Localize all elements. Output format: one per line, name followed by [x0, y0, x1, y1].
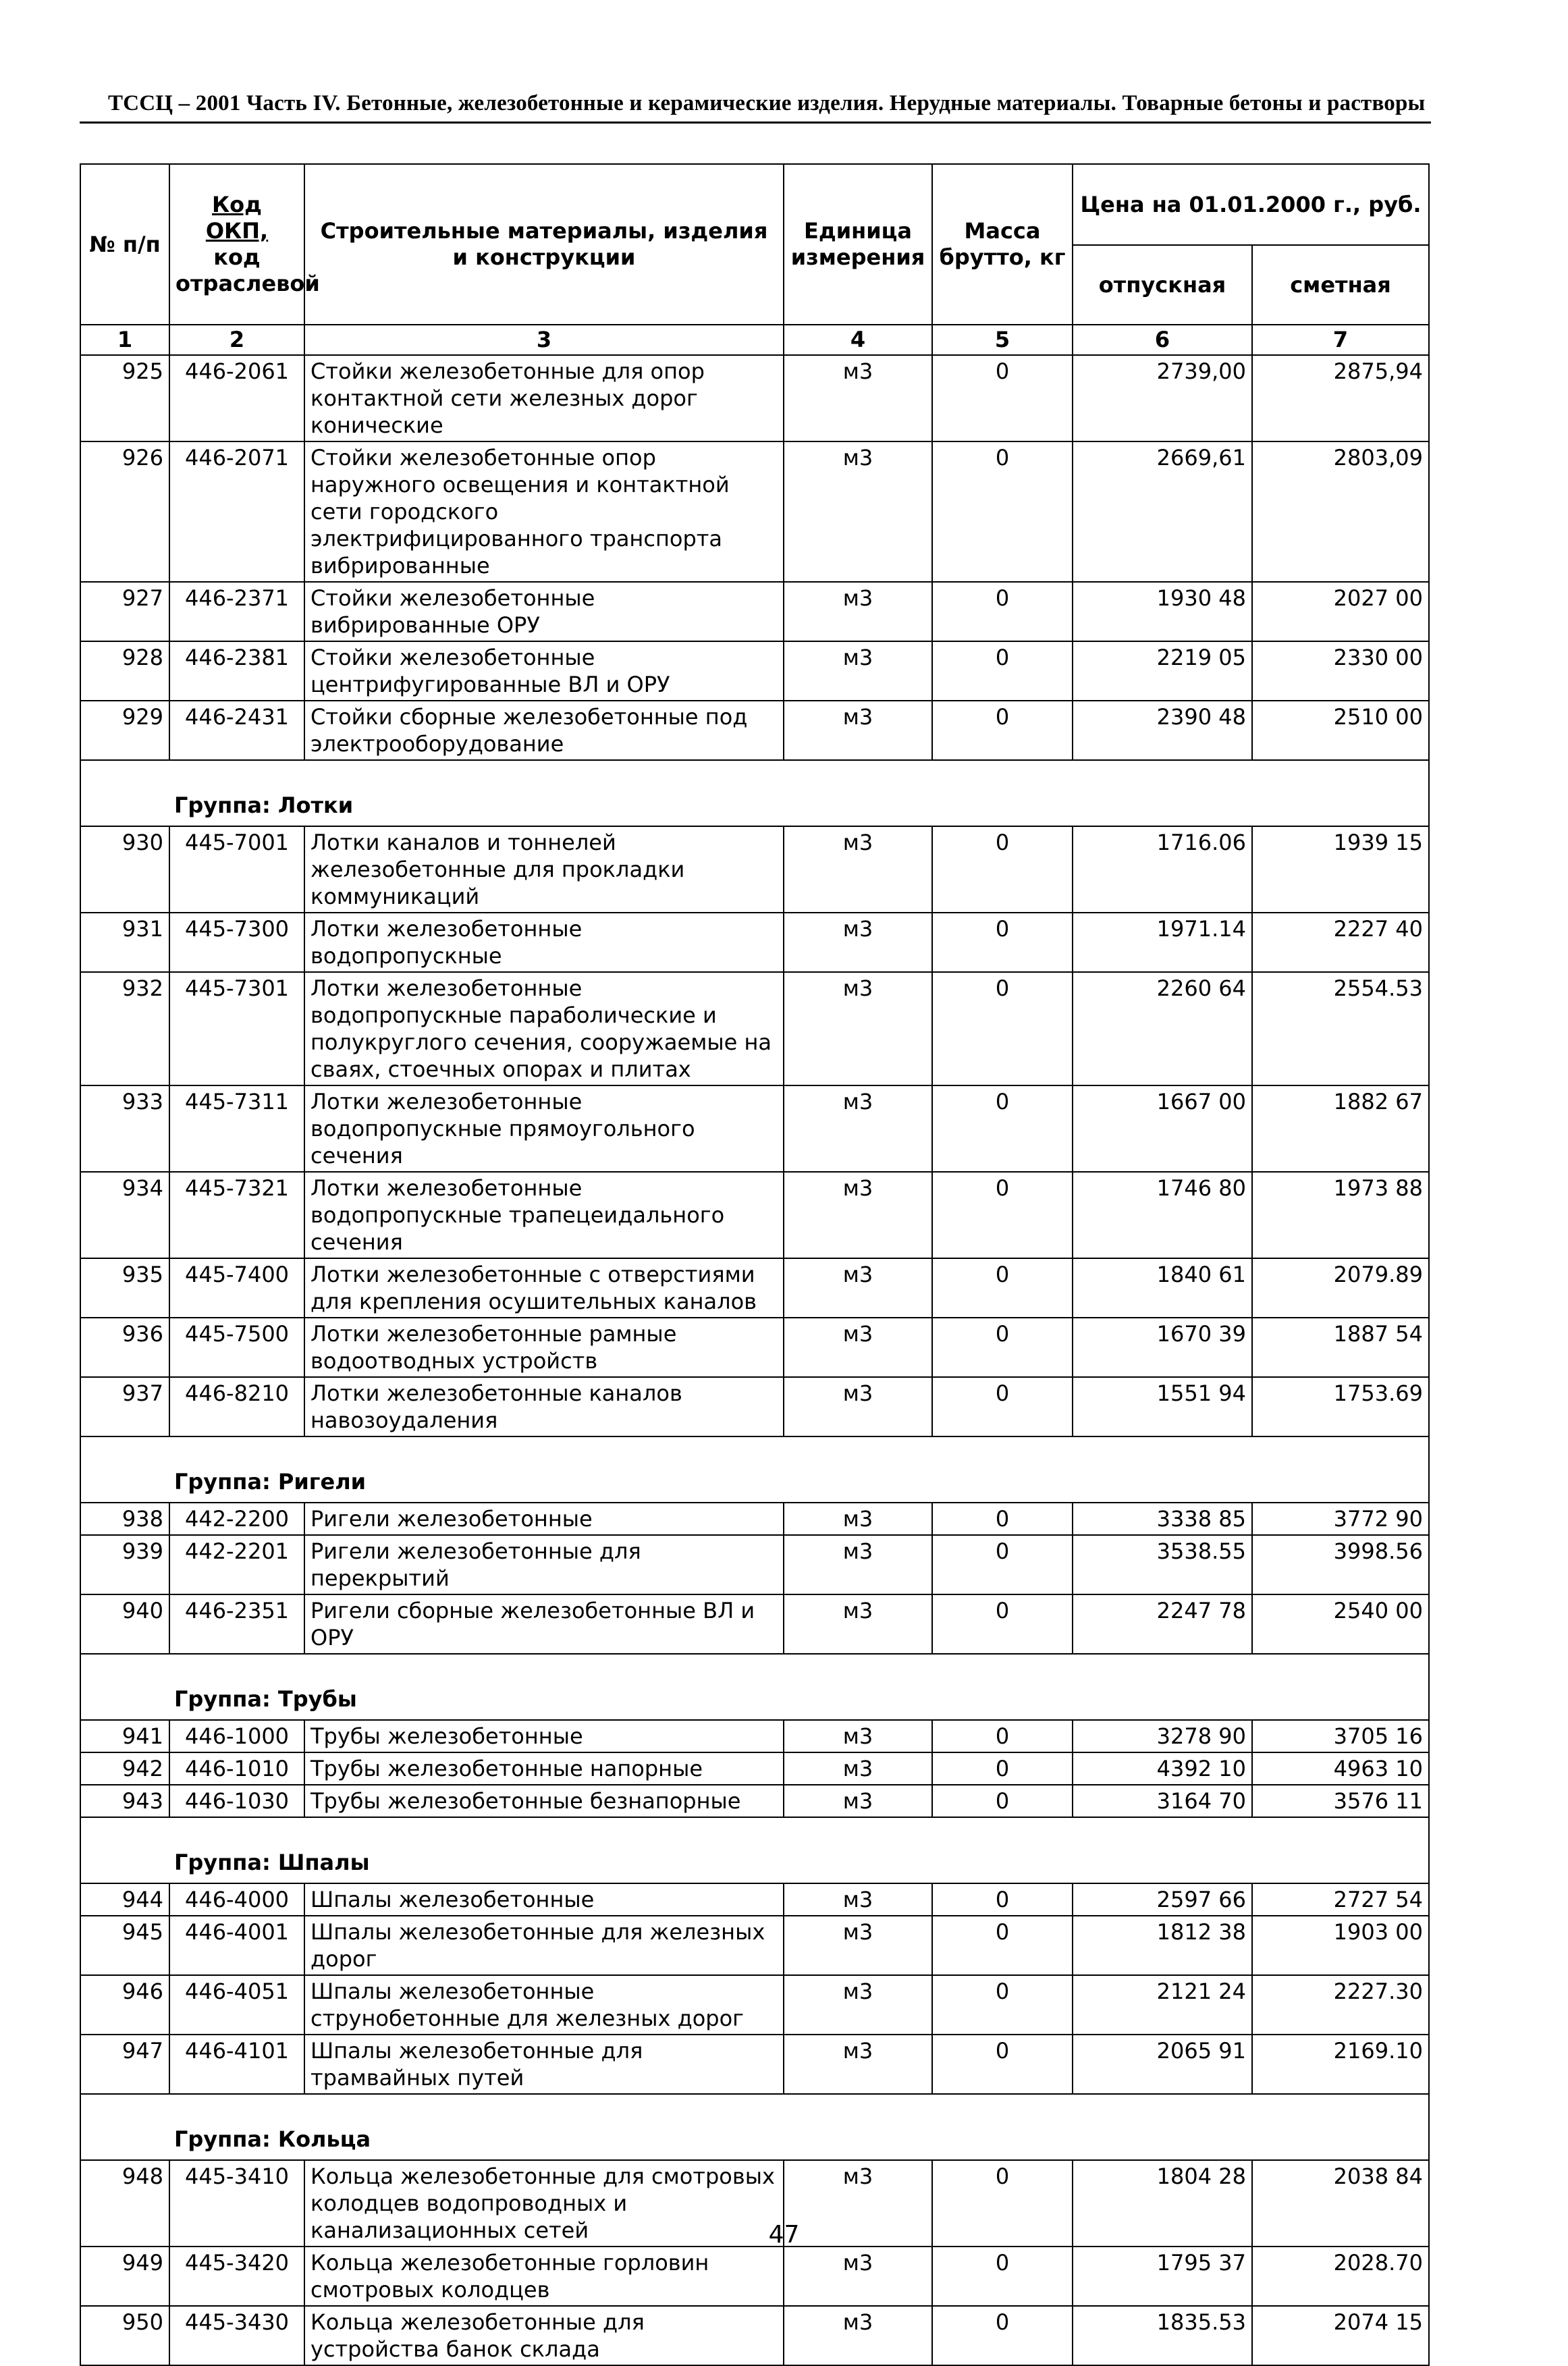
header-code-prefix: Код — [212, 192, 262, 217]
row-number: 932 — [80, 972, 169, 1085]
table-row — [80, 355, 1429, 441]
okp-code: 446-2061 — [169, 355, 304, 441]
gross-mass: 0 — [932, 2035, 1073, 2094]
unit: м3 — [784, 1752, 932, 1785]
okp-code: 446-4051 — [169, 1975, 304, 2035]
row-number: 945 — [80, 1916, 169, 1975]
material-name: Трубы железобетонные безнапорные — [304, 1785, 784, 1817]
release-price: 3538.55 — [1073, 1535, 1252, 1594]
material-name: Лотки железобетонные водопропускные — [304, 913, 784, 972]
release-price: 1670 39 — [1073, 1318, 1252, 1377]
gross-mass: 0 — [932, 1085, 1073, 1172]
release-price: 2121 24 — [1073, 1975, 1252, 2035]
gross-mass: 0 — [932, 972, 1073, 1085]
row-number: 936 — [80, 1318, 169, 1377]
release-price: 2390 48 — [1073, 701, 1252, 760]
release-price: 1746 80 — [1073, 1172, 1252, 1258]
header-code-rest: код отраслевой — [175, 244, 320, 296]
table-row — [80, 582, 1429, 641]
estimate-price: 3576 11 — [1252, 1785, 1429, 1817]
material-name: Ригели железобетонные для перекрытий — [304, 1535, 784, 1594]
material-name: Лотки железобетонные с отверстиями для крепления осушительных каналов — [304, 1258, 784, 1318]
release-price: 1551 94 — [1073, 1377, 1252, 1436]
release-price: 1804 28 — [1073, 2160, 1252, 2247]
gross-mass: 0 — [932, 355, 1073, 441]
group-cell — [80, 760, 1429, 826]
estimate-price: 2227 40 — [1252, 913, 1429, 972]
unit: м3 — [784, 1258, 932, 1318]
table-row — [80, 1535, 1429, 1594]
table-row — [80, 701, 1429, 760]
release-price: 1795 37 — [1073, 2247, 1252, 2306]
table-row — [80, 826, 1429, 913]
estimate-price: 3998.56 — [1252, 1535, 1429, 1594]
estimate-price: 2554.53 — [1252, 972, 1429, 1085]
estimate-price: 2803,09 — [1252, 441, 1429, 582]
gross-mass: 0 — [932, 1785, 1073, 1817]
material-name: Стойки железобетонные для опор контактной сети железных дорог конические — [304, 355, 784, 441]
okp-code: 446-4001 — [169, 1916, 304, 1975]
gross-mass: 0 — [932, 1752, 1073, 1785]
unit: м3 — [784, 355, 932, 441]
estimate-price: 3705 16 — [1252, 1720, 1429, 1752]
unit: м3 — [784, 1172, 932, 1258]
row-number: 950 — [80, 2306, 169, 2365]
gross-mass: 0 — [932, 1258, 1073, 1318]
okp-code: 445-7500 — [169, 1318, 304, 1377]
okp-code: 446-2371 — [169, 582, 304, 641]
material-name: Ригели железобетонные — [304, 1503, 784, 1535]
release-price: 4392 10 — [1073, 1752, 1252, 1785]
column-number: 1 — [80, 325, 169, 355]
row-number: 944 — [80, 1883, 169, 1916]
okp-code: 445-7311 — [169, 1085, 304, 1172]
row-number: 933 — [80, 1085, 169, 1172]
material-name: Стойки железобетонные вибрированные ОРУ — [304, 582, 784, 641]
row-number: 929 — [80, 701, 169, 760]
group-cell — [80, 1654, 1429, 1720]
estimate-price: 2028.70 — [1252, 2247, 1429, 2306]
okp-code: 446-4101 — [169, 2035, 304, 2094]
estimate-price: 2227.30 — [1252, 1975, 1429, 2035]
unit: м3 — [784, 1883, 932, 1916]
group-label: Группа: Шпалы — [174, 1850, 370, 1875]
release-price: 2739,00 — [1073, 355, 1252, 441]
material-name: Лотки железобетонные водопропускные трапецеидального сечения — [304, 1172, 784, 1258]
table-row — [80, 1258, 1429, 1318]
okp-code: 445-3410 — [169, 2160, 304, 2247]
table-row — [80, 1377, 1429, 1436]
column-number: 4 — [784, 325, 932, 355]
material-name: Кольца железобетонные для устройства банок склада — [304, 2306, 784, 2365]
row-number: 942 — [80, 1752, 169, 1785]
material-name: Шпалы железобетонные струнобетонные для железных дорог — [304, 1975, 784, 2035]
row-number: 946 — [80, 1975, 169, 2035]
group-cell — [80, 1817, 1429, 1883]
row-number: 939 — [80, 1535, 169, 1594]
header-unit: Единица измерения — [784, 164, 932, 325]
row-number: 934 — [80, 1172, 169, 1258]
column-number: 6 — [1073, 325, 1252, 355]
material-name: Трубы железобетонные — [304, 1720, 784, 1752]
release-price: 1840 61 — [1073, 1258, 1252, 1318]
estimate-price: 2330 00 — [1252, 641, 1429, 701]
header-price: Цена на 01.01.2000 г., руб. — [1073, 164, 1429, 245]
release-price: 2247 78 — [1073, 1594, 1252, 1654]
group-label: Группа: Ригели — [174, 1469, 367, 1495]
row-number: 938 — [80, 1503, 169, 1535]
material-name: Шпалы железобетонные — [304, 1883, 784, 1916]
release-price: 3338 85 — [1073, 1503, 1252, 1535]
row-number: 949 — [80, 2247, 169, 2306]
gross-mass: 0 — [932, 826, 1073, 913]
okp-code: 442-2200 — [169, 1503, 304, 1535]
column-number: 3 — [304, 325, 784, 355]
okp-code: 445-7300 — [169, 913, 304, 972]
unit: м3 — [784, 1503, 932, 1535]
table-row — [80, 1752, 1429, 1785]
header-code — [169, 164, 320, 325]
row-number: 941 — [80, 1720, 169, 1752]
estimate-price: 2875,94 — [1252, 355, 1429, 441]
material-name: Лотки каналов и тоннелей железобетонные для прокладки коммуникаций — [304, 826, 784, 913]
release-price: 2597 66 — [1073, 1883, 1252, 1916]
okp-code: 446-2351 — [169, 1594, 304, 1654]
table-row — [80, 1975, 1429, 2035]
gross-mass: 0 — [932, 1975, 1073, 2035]
unit: м3 — [784, 1975, 932, 2035]
table-row — [80, 441, 1429, 582]
release-price: 2669,61 — [1073, 441, 1252, 582]
table-row — [80, 2247, 1429, 2306]
release-price: 2219 05 — [1073, 641, 1252, 701]
estimate-price: 2027 00 — [1252, 582, 1429, 641]
row-number: 928 — [80, 641, 169, 701]
unit: м3 — [784, 972, 932, 1085]
unit: м3 — [784, 1594, 932, 1654]
group-row — [80, 2094, 1429, 2160]
gross-mass: 0 — [932, 701, 1073, 760]
gross-mass: 0 — [932, 1503, 1073, 1535]
table-row — [80, 641, 1429, 701]
unit: м3 — [784, 2247, 932, 2306]
row-number: 931 — [80, 913, 169, 972]
table-body — [80, 355, 1429, 2365]
header-rule — [80, 122, 1431, 124]
okp-code: 446-2431 — [169, 701, 304, 760]
material-name: Лотки железобетонные рамные водоотводных устройств — [304, 1318, 784, 1377]
table-row — [80, 1594, 1429, 1654]
group-label: Группа: Лотки — [174, 792, 354, 818]
estimate-price: 3772 90 — [1252, 1503, 1429, 1535]
gross-mass: 0 — [932, 1535, 1073, 1594]
estimate-price: 2074 15 — [1252, 2306, 1429, 2365]
unit: м3 — [784, 441, 932, 582]
estimate-price: 2510 00 — [1252, 701, 1429, 760]
gross-mass: 0 — [932, 641, 1073, 701]
group-cell — [80, 1436, 1429, 1503]
gross-mass: 0 — [932, 2247, 1073, 2306]
group-row — [80, 1654, 1429, 1720]
gross-mass: 0 — [932, 1594, 1073, 1654]
group-row — [80, 760, 1429, 826]
price-table — [80, 163, 1430, 2366]
release-price: 2260 64 — [1073, 972, 1252, 1085]
okp-code: 446-2071 — [169, 441, 304, 582]
estimate-price: 4963 10 — [1252, 1752, 1429, 1785]
estimate-price: 1939 15 — [1252, 826, 1429, 913]
okp-code: 445-3430 — [169, 2306, 304, 2365]
row-number: 935 — [80, 1258, 169, 1318]
gross-mass: 0 — [932, 1172, 1073, 1258]
material-name: Ригели сборные железобетонные ВЛ и ОРУ — [304, 1594, 784, 1654]
unit: м3 — [784, 1535, 932, 1594]
unit: м3 — [784, 1085, 932, 1172]
column-number: 2 — [169, 325, 304, 355]
okp-code: 445-7321 — [169, 1172, 304, 1258]
gross-mass: 0 — [932, 1377, 1073, 1436]
material-name: Стойки железобетонные опор наружного освещения и контактной сети городского электрифицированного транспорта вибрированные — [304, 441, 784, 582]
release-price: 1835.53 — [1073, 2306, 1252, 2365]
row-number: 930 — [80, 826, 169, 913]
okp-code: 445-7001 — [169, 826, 304, 913]
page-header: ТССЦ – 2001 Часть IV. Бетонные, железобетонные и керамические изделия. Нерудные материалы. Товарные бетоны и растворы — [108, 91, 1426, 115]
unit: м3 — [784, 2035, 932, 2094]
okp-code: 446-8210 — [169, 1377, 304, 1436]
gross-mass: 0 — [932, 582, 1073, 641]
material-name: Шпалы железобетонные для трамвайных путей — [304, 2035, 784, 2094]
material-name: Стойки сборные железобетонные под электрооборудование — [304, 701, 784, 760]
material-name: Лотки железобетонные водопропускные параболические и полукруглого сечения, сооружаемые на сваях, стоечных опорах и плитах — [304, 972, 784, 1085]
column-number-row — [80, 325, 1429, 355]
estimate-price: 2038 84 — [1252, 2160, 1429, 2247]
table-row — [80, 1085, 1429, 1172]
okp-code: 446-1030 — [169, 1785, 304, 1817]
unit: м3 — [784, 1916, 932, 1975]
okp-code: 446-1000 — [169, 1720, 304, 1752]
okp-code: 445-7400 — [169, 1258, 304, 1318]
material-name: Шпалы железобетонные для железных дорог — [304, 1916, 784, 1975]
material-name: Трубы железобетонные напорные — [304, 1752, 784, 1785]
header-name: Строительные материалы, изделия и конструкции — [304, 164, 784, 325]
unit: м3 — [784, 1318, 932, 1377]
gross-mass: 0 — [932, 1318, 1073, 1377]
estimate-price: 2727 54 — [1252, 1883, 1429, 1916]
gross-mass: 0 — [932, 1883, 1073, 1916]
row-number: 927 — [80, 582, 169, 641]
release-price: 1930 48 — [1073, 582, 1252, 641]
unit: м3 — [784, 2306, 932, 2365]
unit: м3 — [784, 1377, 932, 1436]
table-row — [80, 913, 1429, 972]
gross-mass: 0 — [932, 2306, 1073, 2365]
gross-mass: 0 — [932, 2160, 1073, 2247]
release-price: 2065 91 — [1073, 2035, 1252, 2094]
material-name: Стойки железобетонные центрифугированные ВЛ и ОРУ — [304, 641, 784, 701]
row-number: 948 — [80, 2160, 169, 2247]
okp-code: 446-2381 — [169, 641, 304, 701]
release-price: 1667 00 — [1073, 1085, 1252, 1172]
okp-code: 446-4000 — [169, 1883, 304, 1916]
page-number: 47 — [768, 2221, 800, 2249]
row-number: 937 — [80, 1377, 169, 1436]
table-row — [80, 1883, 1429, 1916]
gross-mass: 0 — [932, 1916, 1073, 1975]
gross-mass: 0 — [932, 441, 1073, 582]
row-number: 925 — [80, 355, 169, 441]
group-row — [80, 1436, 1429, 1503]
okp-code: 445-7301 — [169, 972, 304, 1085]
column-number: 5 — [932, 325, 1073, 355]
unit: м3 — [784, 1785, 932, 1817]
row-number: 947 — [80, 2035, 169, 2094]
estimate-price: 2079.89 — [1252, 1258, 1429, 1318]
table-row — [80, 1916, 1429, 1975]
table-row — [80, 2306, 1429, 2365]
table-row — [80, 2035, 1429, 2094]
row-number: 940 — [80, 1594, 169, 1654]
release-price: 1716.06 — [1073, 826, 1252, 913]
group-label: Группа: Кольца — [174, 2126, 371, 2152]
release-price: 3278 90 — [1073, 1720, 1252, 1752]
group-cell — [80, 2094, 1429, 2160]
estimate-price: 1753.69 — [1252, 1377, 1429, 1436]
unit: м3 — [784, 826, 932, 913]
unit: м3 — [784, 1720, 932, 1752]
material-name: Лотки железобетонные каналов навозоудаления — [304, 1377, 784, 1436]
release-price: 1971.14 — [1073, 913, 1252, 972]
estimate-price: 1973 88 — [1252, 1172, 1429, 1258]
header-mass: Масса брутто, кг — [932, 164, 1073, 325]
table-row — [80, 972, 1429, 1085]
unit: м3 — [784, 913, 932, 972]
estimate-price: 1903 00 — [1252, 1916, 1429, 1975]
estimate-price: 2169.10 — [1252, 2035, 1429, 2094]
release-price: 1812 38 — [1073, 1916, 1252, 1975]
group-row — [80, 1817, 1429, 1883]
row-number: 926 — [80, 441, 169, 582]
header-price-estimate: сметная — [1252, 245, 1429, 325]
column-number: 7 — [1252, 325, 1429, 355]
material-name: Кольца железобетонные горловин смотровых колодцев — [304, 2247, 784, 2306]
unit: м3 — [784, 701, 932, 760]
material-name: Лотки железобетонные водопропускные прямоугольного сечения — [304, 1085, 784, 1172]
table-row — [80, 1503, 1429, 1535]
header-code-okp: ОКП, — [205, 218, 269, 244]
group-label: Группа: Трубы — [174, 1686, 357, 1712]
table-row — [80, 1720, 1429, 1752]
release-price: 3164 70 — [1073, 1785, 1252, 1817]
table-row — [80, 1785, 1429, 1817]
okp-code: 445-3420 — [169, 2247, 304, 2306]
header-num: № п/п — [80, 164, 169, 325]
table-row — [80, 1172, 1429, 1258]
estimate-price: 2540 00 — [1252, 1594, 1429, 1654]
row-number: 943 — [80, 1785, 169, 1817]
okp-code: 446-1010 — [169, 1752, 304, 1785]
gross-mass: 0 — [932, 1720, 1073, 1752]
unit: м3 — [784, 582, 932, 641]
unit: м3 — [784, 641, 932, 701]
unit: м3 — [784, 2160, 932, 2247]
okp-code: 442-2201 — [169, 1535, 304, 1594]
estimate-price: 1887 54 — [1252, 1318, 1429, 1377]
header-price-release: отпускная — [1073, 245, 1252, 325]
gross-mass: 0 — [932, 913, 1073, 972]
table-row — [80, 1318, 1429, 1377]
estimate-price: 1882 67 — [1252, 1085, 1429, 1172]
material-name: Кольца железобетонные для смотровых колодцев водопроводных и канализационных сетей — [304, 2160, 784, 2247]
